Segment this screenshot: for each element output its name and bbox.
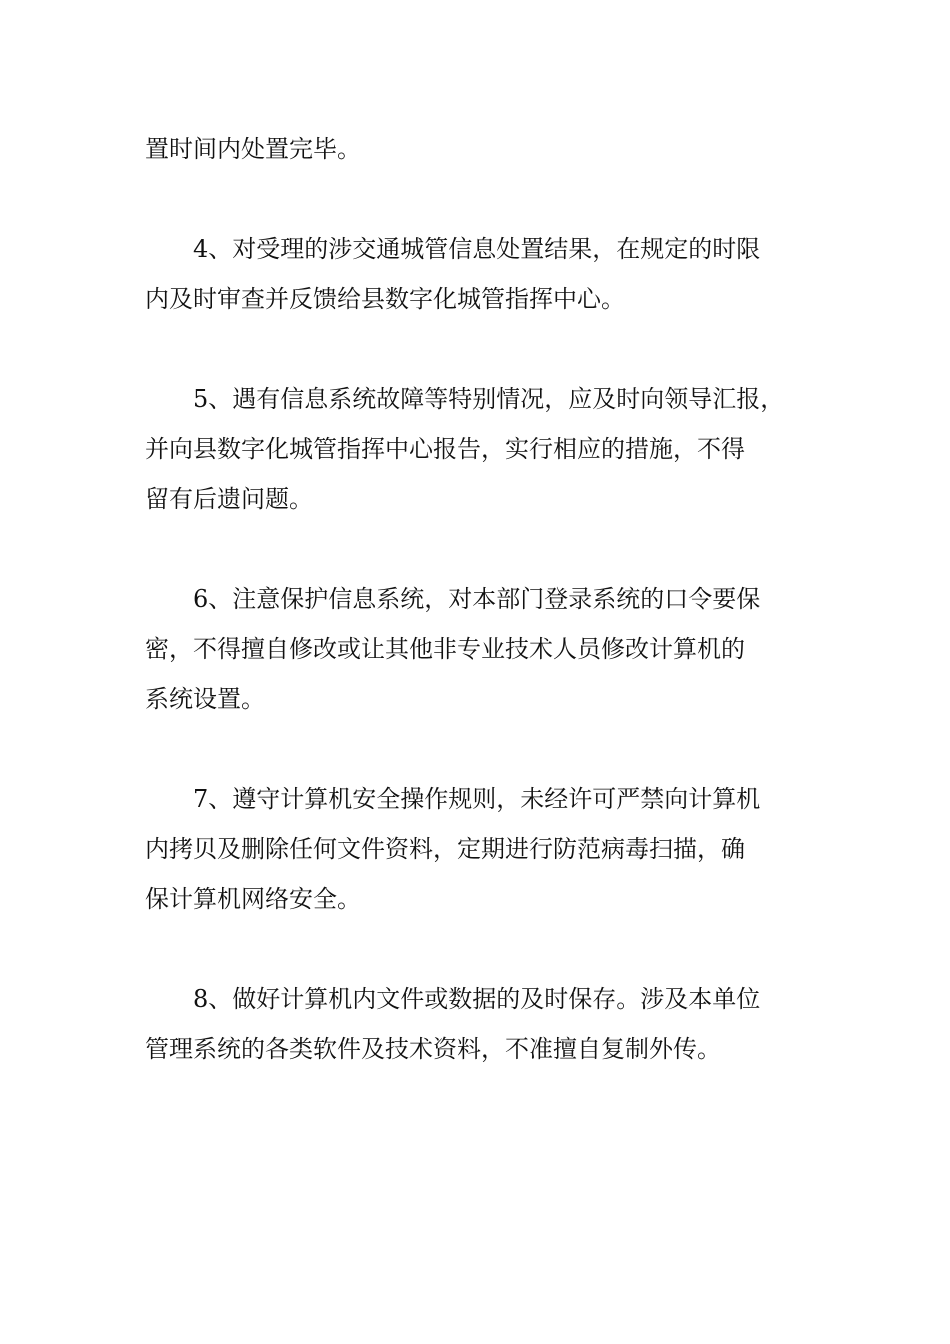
paragraph-6-line-1: 6、注意保护信息系统，对本部门登录系统的口令要保	[193, 585, 761, 613]
paragraph-7-line-3: 保计算机网络安全。	[145, 885, 361, 913]
paragraph-4-line-1: 4、对受理的涉交通城管信息处置结果，在规定的时限	[193, 235, 761, 263]
paragraph-5-line-1: 5、遇有信息系统故障等特别情况，应及时向领导汇报，	[193, 385, 785, 413]
paragraph-6-line-2: 密，不得擅自修改或让其他非专业技术人员修改计算机的	[145, 635, 745, 663]
paragraph-8-line-1: 8、做好计算机内文件或数据的及时保存。涉及本单位	[193, 985, 761, 1013]
paragraph-5-line-3: 留有后遗问题。	[145, 485, 313, 513]
paragraph-4-line-2: 内及时审查并反馈给县数字化城管指挥中心。	[145, 285, 625, 313]
paragraph-8-line-2: 管理系统的各类软件及技术资料，不准擅自复制外传。	[145, 1035, 721, 1063]
paragraph-6-line-3: 系统设置。	[145, 685, 265, 713]
paragraph-7-line-1: 7、遵守计算机安全操作规则，未经许可严禁向计算机	[193, 785, 761, 813]
paragraph-3-line-2: 置时间内处置完毕。	[145, 135, 361, 163]
paragraph-7-line-2: 内拷贝及删除任何文件资料，定期进行防范病毒扫描，确	[145, 835, 745, 863]
paragraph-5-line-2: 并向县数字化城管指挥中心报告，实行相应的措施，不得	[145, 435, 745, 463]
